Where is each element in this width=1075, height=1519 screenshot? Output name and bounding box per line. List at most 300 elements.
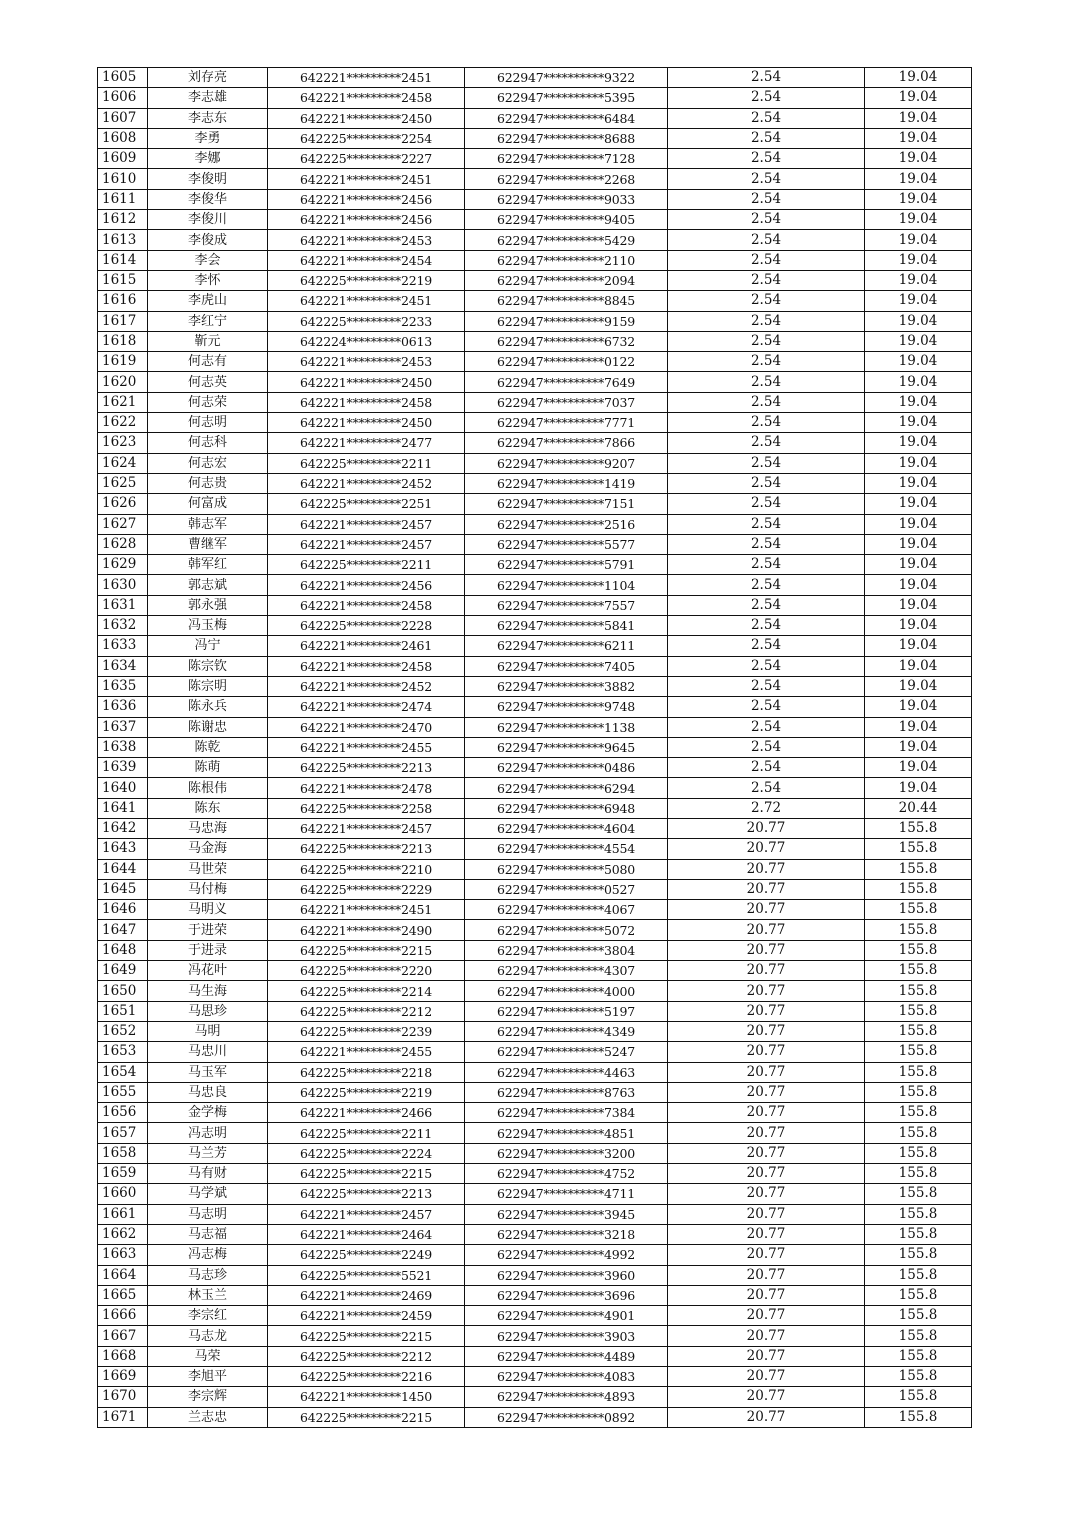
table-row bbox=[98, 453, 972, 473]
table-row bbox=[98, 68, 972, 88]
row-number-cell: 1633 bbox=[98, 636, 148, 656]
amount-cell: 2.54 bbox=[668, 291, 865, 311]
name-cell: 冯志明 bbox=[148, 1123, 268, 1143]
id-number-cell: 642221*********2458 bbox=[268, 656, 465, 676]
id-number-cell: 642225*********2215 bbox=[268, 1326, 465, 1346]
amount-cell: 2.54 bbox=[668, 230, 865, 250]
name-cell: 马金海 bbox=[148, 839, 268, 859]
row-number-cell: 1656 bbox=[98, 1103, 148, 1123]
card-number-cell: 622947**********9207 bbox=[465, 453, 668, 473]
subsidy-cell: 19.04 bbox=[865, 697, 972, 717]
subsidy-cell: 19.04 bbox=[865, 250, 972, 270]
subsidy-cell: 19.04 bbox=[865, 230, 972, 250]
row-number-cell: 1640 bbox=[98, 778, 148, 798]
row-number-cell: 1660 bbox=[98, 1184, 148, 1204]
row-number-cell: 1631 bbox=[98, 595, 148, 615]
table-row bbox=[98, 433, 972, 453]
id-number-cell: 642225*********2239 bbox=[268, 1021, 465, 1041]
table-row bbox=[98, 859, 972, 879]
row-number-cell: 1668 bbox=[98, 1346, 148, 1366]
name-cell: 李怀 bbox=[148, 270, 268, 290]
name-cell: 马思珍 bbox=[148, 1001, 268, 1021]
subsidy-cell: 155.8 bbox=[865, 1062, 972, 1082]
table-row bbox=[98, 636, 972, 656]
amount-cell: 20.77 bbox=[668, 1204, 865, 1224]
subsidy-cell: 155.8 bbox=[865, 839, 972, 859]
row-number-cell: 1619 bbox=[98, 352, 148, 372]
card-number-cell: 622947**********4463 bbox=[465, 1062, 668, 1082]
card-number-cell: 622947**********9159 bbox=[465, 311, 668, 331]
card-number-cell: 622947**********3882 bbox=[465, 676, 668, 696]
name-cell: 郭永强 bbox=[148, 595, 268, 615]
name-cell: 李俊成 bbox=[148, 230, 268, 250]
subsidy-cell: 155.8 bbox=[865, 1082, 972, 1102]
name-cell: 李宗辉 bbox=[148, 1387, 268, 1407]
subsidy-cell: 19.04 bbox=[865, 291, 972, 311]
card-number-cell: 622947**********5080 bbox=[465, 859, 668, 879]
subsidy-cell: 155.8 bbox=[865, 1164, 972, 1184]
amount-cell: 2.54 bbox=[668, 616, 865, 636]
table-row bbox=[98, 798, 972, 818]
subsidy-cell: 19.04 bbox=[865, 210, 972, 230]
card-number-cell: 622947**********7866 bbox=[465, 433, 668, 453]
subsidy-cell: 19.04 bbox=[865, 473, 972, 493]
table-row bbox=[98, 169, 972, 189]
table-row bbox=[98, 1184, 972, 1204]
card-number-cell: 622947**********0892 bbox=[465, 1407, 668, 1427]
table-row bbox=[98, 108, 972, 128]
row-number-cell: 1621 bbox=[98, 392, 148, 412]
card-number-cell: 622947**********8763 bbox=[465, 1082, 668, 1102]
amount-cell: 20.77 bbox=[668, 1123, 865, 1143]
amount-cell: 20.77 bbox=[668, 1224, 865, 1244]
subsidy-cell: 155.8 bbox=[865, 1224, 972, 1244]
name-cell: 马明义 bbox=[148, 900, 268, 920]
name-cell: 于进录 bbox=[148, 940, 268, 960]
amount-cell: 2.54 bbox=[668, 697, 865, 717]
name-cell: 李勇 bbox=[148, 128, 268, 148]
id-number-cell: 642225*********2212 bbox=[268, 1001, 465, 1021]
table-row bbox=[98, 1245, 972, 1265]
card-number-cell: 622947**********3945 bbox=[465, 1204, 668, 1224]
name-cell: 李志东 bbox=[148, 108, 268, 128]
card-number-cell: 622947**********3218 bbox=[465, 1224, 668, 1244]
table-row bbox=[98, 128, 972, 148]
id-number-cell: 642221*********2453 bbox=[268, 230, 465, 250]
row-number-cell: 1634 bbox=[98, 656, 148, 676]
row-number-cell: 1649 bbox=[98, 961, 148, 981]
table-row bbox=[98, 839, 972, 859]
row-number-cell: 1653 bbox=[98, 1042, 148, 1062]
subsidy-cell: 155.8 bbox=[865, 1306, 972, 1326]
table-row bbox=[98, 1346, 972, 1366]
table-row bbox=[98, 981, 972, 1001]
amount-cell: 20.77 bbox=[668, 961, 865, 981]
subsidy-cell: 19.04 bbox=[865, 189, 972, 209]
name-cell: 何志有 bbox=[148, 352, 268, 372]
name-cell: 何志英 bbox=[148, 372, 268, 392]
row-number-cell: 1665 bbox=[98, 1285, 148, 1305]
table-row bbox=[98, 616, 972, 636]
amount-cell: 20.77 bbox=[668, 1042, 865, 1062]
row-number-cell: 1651 bbox=[98, 1001, 148, 1021]
subsidy-cell: 19.04 bbox=[865, 534, 972, 554]
subsidy-cell: 155.8 bbox=[865, 1204, 972, 1224]
amount-cell: 2.54 bbox=[668, 758, 865, 778]
subsidy-cell: 19.04 bbox=[865, 392, 972, 412]
name-cell: 何志科 bbox=[148, 433, 268, 453]
card-number-cell: 622947**********2516 bbox=[465, 514, 668, 534]
row-number-cell: 1630 bbox=[98, 575, 148, 595]
card-number-cell: 622947**********4893 bbox=[465, 1387, 668, 1407]
id-number-cell: 642225*********2211 bbox=[268, 453, 465, 473]
id-number-cell: 642221*********2454 bbox=[268, 250, 465, 270]
id-number-cell: 642221*********2451 bbox=[268, 68, 465, 88]
name-cell: 兰志忠 bbox=[148, 1407, 268, 1427]
table-row bbox=[98, 1326, 972, 1346]
subsidy-cell: 19.04 bbox=[865, 311, 972, 331]
row-number-cell: 1605 bbox=[98, 68, 148, 88]
amount-cell: 2.54 bbox=[668, 473, 865, 493]
row-number-cell: 1624 bbox=[98, 453, 148, 473]
name-cell: 何志贵 bbox=[148, 473, 268, 493]
amount-cell: 20.77 bbox=[668, 1103, 865, 1123]
table-row bbox=[98, 818, 972, 838]
subsidy-cell: 155.8 bbox=[865, 1367, 972, 1387]
table-row bbox=[98, 473, 972, 493]
name-cell: 李俊华 bbox=[148, 189, 268, 209]
subsidy-cell: 19.04 bbox=[865, 88, 972, 108]
row-number-cell: 1646 bbox=[98, 900, 148, 920]
name-cell: 刘存亮 bbox=[148, 68, 268, 88]
card-number-cell: 622947**********2268 bbox=[465, 169, 668, 189]
row-number-cell: 1622 bbox=[98, 413, 148, 433]
id-number-cell: 642221*********2458 bbox=[268, 88, 465, 108]
row-number-cell: 1608 bbox=[98, 128, 148, 148]
name-cell: 李俊川 bbox=[148, 210, 268, 230]
name-cell: 韩志军 bbox=[148, 514, 268, 534]
id-number-cell: 642225*********2219 bbox=[268, 270, 465, 290]
amount-cell: 2.54 bbox=[668, 250, 865, 270]
card-number-cell: 622947**********4554 bbox=[465, 839, 668, 859]
card-number-cell: 622947**********6484 bbox=[465, 108, 668, 128]
name-cell: 冯志梅 bbox=[148, 1245, 268, 1265]
card-number-cell: 622947**********0122 bbox=[465, 352, 668, 372]
id-number-cell: 642225*********2211 bbox=[268, 555, 465, 575]
id-number-cell: 642221*********2452 bbox=[268, 676, 465, 696]
id-number-cell: 642221*********2457 bbox=[268, 1204, 465, 1224]
id-number-cell: 642225*********2249 bbox=[268, 1245, 465, 1265]
row-number-cell: 1671 bbox=[98, 1407, 148, 1427]
amount-cell: 2.54 bbox=[668, 717, 865, 737]
id-number-cell: 642225*********2251 bbox=[268, 494, 465, 514]
id-number-cell: 642225*********2213 bbox=[268, 839, 465, 859]
name-cell: 马世荣 bbox=[148, 859, 268, 879]
subsidy-cell: 155.8 bbox=[865, 1143, 972, 1163]
amount-cell: 2.54 bbox=[668, 636, 865, 656]
row-number-cell: 1623 bbox=[98, 433, 148, 453]
id-number-cell: 642225*********2258 bbox=[268, 798, 465, 818]
card-number-cell: 622947**********7649 bbox=[465, 372, 668, 392]
table-row bbox=[98, 1082, 972, 1102]
table-row bbox=[98, 1367, 972, 1387]
id-number-cell: 642221*********2478 bbox=[268, 778, 465, 798]
table-row bbox=[98, 1062, 972, 1082]
table-row bbox=[98, 494, 972, 514]
name-cell: 马玉军 bbox=[148, 1062, 268, 1082]
id-number-cell: 642221*********2450 bbox=[268, 413, 465, 433]
id-number-cell: 642225*********2211 bbox=[268, 1123, 465, 1143]
name-cell: 冯玉梅 bbox=[148, 616, 268, 636]
name-cell: 马明 bbox=[148, 1021, 268, 1041]
table-row bbox=[98, 1001, 972, 1021]
row-number-cell: 1628 bbox=[98, 534, 148, 554]
table-row bbox=[98, 961, 972, 981]
amount-cell: 2.54 bbox=[668, 169, 865, 189]
amount-cell: 20.77 bbox=[668, 1387, 865, 1407]
card-number-cell: 622947**********5197 bbox=[465, 1001, 668, 1021]
row-number-cell: 1613 bbox=[98, 230, 148, 250]
row-number-cell: 1654 bbox=[98, 1062, 148, 1082]
id-number-cell: 642221*********2456 bbox=[268, 210, 465, 230]
card-number-cell: 622947**********2110 bbox=[465, 250, 668, 270]
id-number-cell: 642221*********2466 bbox=[268, 1103, 465, 1123]
table-row bbox=[98, 1224, 972, 1244]
amount-cell: 2.54 bbox=[668, 352, 865, 372]
subsidy-cell: 19.04 bbox=[865, 433, 972, 453]
table-row bbox=[98, 879, 972, 899]
amount-cell: 2.54 bbox=[668, 189, 865, 209]
name-cell: 马忠良 bbox=[148, 1082, 268, 1102]
table-row bbox=[98, 1103, 972, 1123]
name-cell: 李旭平 bbox=[148, 1367, 268, 1387]
table-row bbox=[98, 392, 972, 412]
row-number-cell: 1611 bbox=[98, 189, 148, 209]
table-row bbox=[98, 778, 972, 798]
id-number-cell: 642221*********2457 bbox=[268, 514, 465, 534]
table-body bbox=[98, 68, 972, 1428]
subsidy-cell: 19.04 bbox=[865, 676, 972, 696]
card-number-cell: 622947**********5429 bbox=[465, 230, 668, 250]
amount-cell: 2.54 bbox=[668, 149, 865, 169]
subsidy-cell: 19.04 bbox=[865, 595, 972, 615]
name-cell: 马生海 bbox=[148, 981, 268, 1001]
name-cell: 李会 bbox=[148, 250, 268, 270]
amount-cell: 2.54 bbox=[668, 311, 865, 331]
id-number-cell: 642225*********2210 bbox=[268, 859, 465, 879]
row-number-cell: 1641 bbox=[98, 798, 148, 818]
amount-cell: 20.77 bbox=[668, 920, 865, 940]
id-number-cell: 642221*********2451 bbox=[268, 169, 465, 189]
name-cell: 李娜 bbox=[148, 149, 268, 169]
amount-cell: 2.54 bbox=[668, 494, 865, 514]
row-number-cell: 1607 bbox=[98, 108, 148, 128]
row-number-cell: 1636 bbox=[98, 697, 148, 717]
amount-cell: 2.54 bbox=[668, 555, 865, 575]
card-number-cell: 622947**********4083 bbox=[465, 1367, 668, 1387]
row-number-cell: 1662 bbox=[98, 1224, 148, 1244]
amount-cell: 2.54 bbox=[668, 534, 865, 554]
name-cell: 陈永兵 bbox=[148, 697, 268, 717]
id-number-cell: 642225*********2227 bbox=[268, 149, 465, 169]
card-number-cell: 622947**********5577 bbox=[465, 534, 668, 554]
card-number-cell: 622947**********4711 bbox=[465, 1184, 668, 1204]
id-number-cell: 642221*********2459 bbox=[268, 1306, 465, 1326]
row-number-cell: 1642 bbox=[98, 818, 148, 838]
amount-cell: 20.77 bbox=[668, 1021, 865, 1041]
card-number-cell: 622947**********6732 bbox=[465, 331, 668, 351]
row-number-cell: 1609 bbox=[98, 149, 148, 169]
row-number-cell: 1625 bbox=[98, 473, 148, 493]
card-number-cell: 622947**********4752 bbox=[465, 1164, 668, 1184]
card-number-cell: 622947**********3960 bbox=[465, 1265, 668, 1285]
subsidy-cell: 19.04 bbox=[865, 352, 972, 372]
subsidy-cell: 155.8 bbox=[865, 940, 972, 960]
subsidy-cell: 155.8 bbox=[865, 1326, 972, 1346]
name-cell: 李志雄 bbox=[148, 88, 268, 108]
row-number-cell: 1620 bbox=[98, 372, 148, 392]
name-cell: 陈宗钦 bbox=[148, 656, 268, 676]
id-number-cell: 642221*********2451 bbox=[268, 900, 465, 920]
card-number-cell: 622947**********7771 bbox=[465, 413, 668, 433]
row-number-cell: 1650 bbox=[98, 981, 148, 1001]
amount-cell: 20.77 bbox=[668, 1245, 865, 1265]
card-number-cell: 622947**********1104 bbox=[465, 575, 668, 595]
row-number-cell: 1647 bbox=[98, 920, 148, 940]
card-number-cell: 622947**********9033 bbox=[465, 189, 668, 209]
subsidy-cell: 19.04 bbox=[865, 494, 972, 514]
data-table bbox=[97, 67, 972, 1428]
card-number-cell: 622947**********0486 bbox=[465, 758, 668, 778]
card-number-cell: 622947**********7405 bbox=[465, 656, 668, 676]
name-cell: 马忠海 bbox=[148, 818, 268, 838]
card-number-cell: 622947**********8845 bbox=[465, 291, 668, 311]
name-cell: 陈谢忠 bbox=[148, 717, 268, 737]
card-number-cell: 622947**********9405 bbox=[465, 210, 668, 230]
row-number-cell: 1638 bbox=[98, 737, 148, 757]
card-number-cell: 622947**********5247 bbox=[465, 1042, 668, 1062]
subsidy-cell: 155.8 bbox=[865, 1346, 972, 1366]
card-number-cell: 622947**********1138 bbox=[465, 717, 668, 737]
name-cell: 陈宗明 bbox=[148, 676, 268, 696]
card-number-cell: 622947**********3903 bbox=[465, 1326, 668, 1346]
amount-cell: 2.54 bbox=[668, 270, 865, 290]
table-row bbox=[98, 352, 972, 372]
card-number-cell: 622947**********8688 bbox=[465, 128, 668, 148]
subsidy-cell: 155.8 bbox=[865, 1245, 972, 1265]
id-number-cell: 642225*********2213 bbox=[268, 1184, 465, 1204]
id-number-cell: 642221*********2457 bbox=[268, 818, 465, 838]
row-number-cell: 1615 bbox=[98, 270, 148, 290]
id-number-cell: 642221*********2451 bbox=[268, 291, 465, 311]
table-row bbox=[98, 555, 972, 575]
name-cell: 靳元 bbox=[148, 331, 268, 351]
amount-cell: 20.77 bbox=[668, 1346, 865, 1366]
amount-cell: 2.54 bbox=[668, 210, 865, 230]
subsidy-cell: 155.8 bbox=[865, 900, 972, 920]
table-row bbox=[98, 656, 972, 676]
subsidy-cell: 19.04 bbox=[865, 737, 972, 757]
name-cell: 马志福 bbox=[148, 1224, 268, 1244]
row-number-cell: 1670 bbox=[98, 1387, 148, 1407]
id-number-cell: 642224*********0613 bbox=[268, 331, 465, 351]
subsidy-cell: 155.8 bbox=[865, 1285, 972, 1305]
amount-cell: 2.54 bbox=[668, 433, 865, 453]
name-cell: 马荣 bbox=[148, 1346, 268, 1366]
table-row bbox=[98, 595, 972, 615]
row-number-cell: 1637 bbox=[98, 717, 148, 737]
amount-cell: 2.54 bbox=[668, 453, 865, 473]
subsidy-cell: 19.04 bbox=[865, 575, 972, 595]
row-number-cell: 1652 bbox=[98, 1021, 148, 1041]
row-number-cell: 1610 bbox=[98, 169, 148, 189]
row-number-cell: 1616 bbox=[98, 291, 148, 311]
name-cell: 于进荣 bbox=[148, 920, 268, 940]
row-number-cell: 1617 bbox=[98, 311, 148, 331]
subsidy-cell: 155.8 bbox=[865, 1265, 972, 1285]
id-number-cell: 642221*********2450 bbox=[268, 108, 465, 128]
card-number-cell: 622947**********1419 bbox=[465, 473, 668, 493]
subsidy-cell: 19.04 bbox=[865, 128, 972, 148]
card-number-cell: 622947**********5072 bbox=[465, 920, 668, 940]
subsidy-cell: 155.8 bbox=[865, 818, 972, 838]
id-number-cell: 642225*********2224 bbox=[268, 1143, 465, 1163]
amount-cell: 20.77 bbox=[668, 839, 865, 859]
row-number-cell: 1612 bbox=[98, 210, 148, 230]
row-number-cell: 1643 bbox=[98, 839, 148, 859]
id-number-cell: 642225*********2215 bbox=[268, 1407, 465, 1427]
table-row bbox=[98, 940, 972, 960]
subsidy-cell: 20.44 bbox=[865, 798, 972, 818]
card-number-cell: 622947**********5791 bbox=[465, 555, 668, 575]
amount-cell: 2.54 bbox=[668, 108, 865, 128]
row-number-cell: 1629 bbox=[98, 555, 148, 575]
id-number-cell: 642225*********2215 bbox=[268, 1164, 465, 1184]
id-number-cell: 642221*********2470 bbox=[268, 717, 465, 737]
row-number-cell: 1627 bbox=[98, 514, 148, 534]
name-cell: 李宗红 bbox=[148, 1306, 268, 1326]
table-row bbox=[98, 900, 972, 920]
row-number-cell: 1635 bbox=[98, 676, 148, 696]
amount-cell: 2.54 bbox=[668, 595, 865, 615]
card-number-cell: 622947**********2094 bbox=[465, 270, 668, 290]
id-number-cell: 642221*********2455 bbox=[268, 1042, 465, 1062]
table-row bbox=[98, 1285, 972, 1305]
subsidy-cell: 19.04 bbox=[865, 453, 972, 473]
id-number-cell: 642221*********2464 bbox=[268, 1224, 465, 1244]
id-number-cell: 642221*********2490 bbox=[268, 920, 465, 940]
id-number-cell: 642221*********2477 bbox=[268, 433, 465, 453]
card-number-cell: 622947**********6211 bbox=[465, 636, 668, 656]
row-number-cell: 1632 bbox=[98, 616, 148, 636]
subsidy-cell: 19.04 bbox=[865, 372, 972, 392]
amount-cell: 20.77 bbox=[668, 1306, 865, 1326]
card-number-cell: 622947**********6294 bbox=[465, 778, 668, 798]
id-number-cell: 642225*********2214 bbox=[268, 981, 465, 1001]
amount-cell: 2.54 bbox=[668, 392, 865, 412]
amount-cell: 20.77 bbox=[668, 879, 865, 899]
name-cell: 陈东 bbox=[148, 798, 268, 818]
subsidy-cell: 155.8 bbox=[865, 1407, 972, 1427]
table-row bbox=[98, 1204, 972, 1224]
subsidy-cell: 155.8 bbox=[865, 920, 972, 940]
name-cell: 陈乾 bbox=[148, 737, 268, 757]
id-number-cell: 642225*********2218 bbox=[268, 1062, 465, 1082]
name-cell: 冯花叶 bbox=[148, 961, 268, 981]
table-row bbox=[98, 210, 972, 230]
id-number-cell: 642225*********2216 bbox=[268, 1367, 465, 1387]
name-cell: 何志宏 bbox=[148, 453, 268, 473]
